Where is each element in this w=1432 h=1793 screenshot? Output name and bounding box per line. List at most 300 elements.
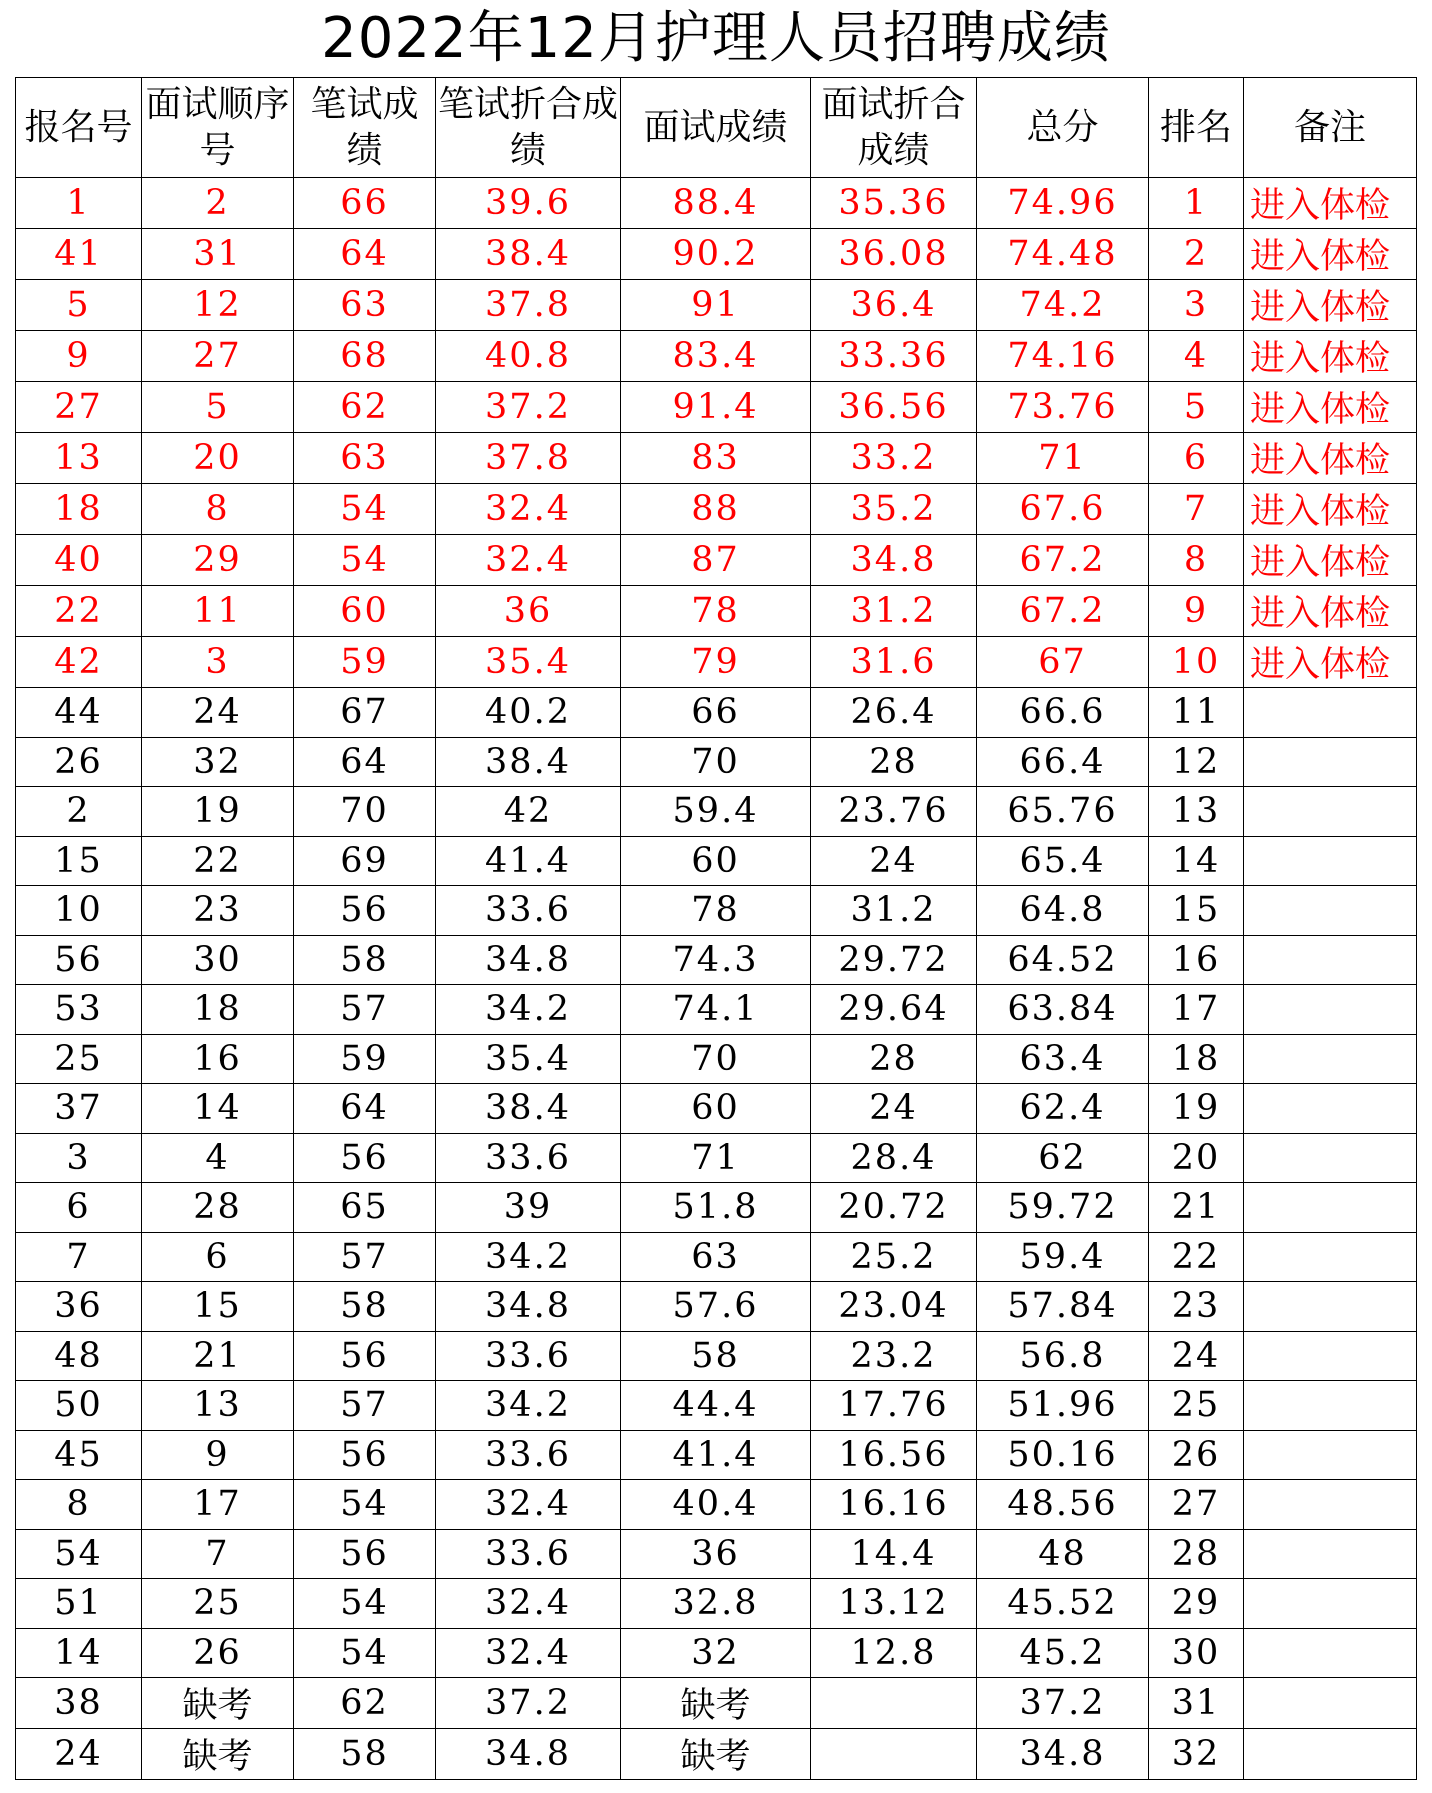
cell-remarks [1244, 1430, 1417, 1480]
table-row [16, 886, 1417, 936]
table-row [16, 1282, 1417, 1332]
cell-written-weighted: 38.4 [436, 229, 621, 280]
cell-interview-order: 14 [142, 1084, 294, 1134]
cell-interview-weighted: 33.36 [811, 331, 977, 382]
cell-rank: 27 [1149, 1480, 1244, 1530]
table-row [16, 1084, 1417, 1134]
cell-written-weighted: 35.4 [436, 1034, 621, 1084]
cell-rank: 17 [1149, 985, 1244, 1035]
cell-written-score: 64 [294, 737, 436, 787]
cell-written-score: 69 [294, 836, 436, 886]
cell-registration-no: 45 [16, 1430, 142, 1480]
cell-remarks: 进入体检 [1244, 280, 1417, 331]
cell-written-weighted: 38.4 [436, 1084, 621, 1134]
table-row [16, 484, 1417, 535]
table-row [16, 1331, 1417, 1381]
cell-written-score: 68 [294, 331, 436, 382]
cell-remarks [1244, 1034, 1417, 1084]
cell-written-weighted: 32.4 [436, 1579, 621, 1629]
cell-interview-order: 16 [142, 1034, 294, 1084]
cell-interview-weighted: 20.72 [811, 1183, 977, 1233]
table-row [16, 836, 1417, 886]
cell-total: 45.2 [977, 1628, 1149, 1678]
cell-total: 64.8 [977, 886, 1149, 936]
cell-interview-weighted: 29.64 [811, 985, 977, 1035]
cell-total: 73.76 [977, 382, 1149, 433]
cell-total: 56.8 [977, 1331, 1149, 1381]
cell-interview-score: 79 [621, 637, 811, 688]
cell-interview-weighted: 23.76 [811, 787, 977, 837]
cell-interview-weighted: 36.08 [811, 229, 977, 280]
cell-total: 45.52 [977, 1579, 1149, 1629]
cell-interview-weighted: 26.4 [811, 688, 977, 738]
cell-interview-score: 71 [621, 1133, 811, 1183]
table-row [16, 331, 1417, 382]
cell-written-score: 54 [294, 1628, 436, 1678]
cell-rank: 9 [1149, 586, 1244, 637]
cell-interview-weighted: 31.2 [811, 886, 977, 936]
cell-total: 67 [977, 637, 1149, 688]
cell-written-score: 56 [294, 1331, 436, 1381]
cell-interview-order: 5 [142, 382, 294, 433]
cell-interview-score: 88.4 [621, 178, 811, 229]
cell-interview-weighted: 31.2 [811, 586, 977, 637]
cell-interview-order: 15 [142, 1282, 294, 1332]
cell-interview-score: 57.6 [621, 1282, 811, 1332]
cell-written-weighted: 37.8 [436, 433, 621, 484]
cell-total: 74.48 [977, 229, 1149, 280]
cell-total: 50.16 [977, 1430, 1149, 1480]
cell-interview-weighted: 36.56 [811, 382, 977, 433]
cell-interview-score: 88 [621, 484, 811, 535]
cell-written-score: 58 [294, 1729, 436, 1780]
cell-interview-order: 32 [142, 737, 294, 787]
cell-registration-no: 50 [16, 1381, 142, 1431]
cell-interview-weighted: 16.56 [811, 1430, 977, 1480]
table-row [16, 1133, 1417, 1183]
cell-written-weighted: 37.2 [436, 382, 621, 433]
cell-remarks: 进入体检 [1244, 637, 1417, 688]
cell-written-weighted: 34.2 [436, 1232, 621, 1282]
cell-interview-weighted: 24 [811, 836, 977, 886]
table-row [16, 1232, 1417, 1282]
cell-interview-weighted: 28 [811, 1034, 977, 1084]
cell-interview-score: 32.8 [621, 1579, 811, 1629]
cell-interview-score: 44.4 [621, 1381, 811, 1431]
cell-interview-order: 31 [142, 229, 294, 280]
cell-total: 59.4 [977, 1232, 1149, 1282]
table-row [16, 1678, 1417, 1729]
cell-registration-no: 42 [16, 637, 142, 688]
cell-interview-weighted: 17.76 [811, 1381, 977, 1431]
cell-interview-score: 缺考 [621, 1729, 811, 1780]
cell-written-weighted: 34.2 [436, 1381, 621, 1431]
cell-interview-weighted: 13.12 [811, 1579, 977, 1629]
cell-remarks [1244, 1084, 1417, 1134]
cell-interview-score: 90.2 [621, 229, 811, 280]
cell-registration-no: 37 [16, 1084, 142, 1134]
cell-interview-order: 12 [142, 280, 294, 331]
cell-written-weighted: 32.4 [436, 535, 621, 586]
cell-interview-order: 缺考 [142, 1678, 294, 1729]
cell-registration-no: 38 [16, 1678, 142, 1729]
cell-interview-order: 27 [142, 331, 294, 382]
table-row [16, 1579, 1417, 1629]
table-row [16, 535, 1417, 586]
table-body [16, 178, 1417, 1780]
header-row [16, 78, 1417, 178]
cell-interview-weighted: 23.2 [811, 1331, 977, 1381]
cell-interview-weighted: 31.6 [811, 637, 977, 688]
cell-remarks [1244, 1183, 1417, 1233]
score-table [15, 77, 1417, 1780]
cell-total: 71 [977, 433, 1149, 484]
cell-interview-weighted: 35.36 [811, 178, 977, 229]
cell-written-score: 63 [294, 433, 436, 484]
cell-total: 65.4 [977, 836, 1149, 886]
cell-remarks: 进入体检 [1244, 433, 1417, 484]
col-header-written-score: 笔试成绩 [294, 78, 436, 178]
cell-written-score: 62 [294, 1678, 436, 1729]
cell-written-score: 54 [294, 535, 436, 586]
cell-rank: 24 [1149, 1331, 1244, 1381]
table-row [16, 229, 1417, 280]
cell-written-weighted: 37.2 [436, 1678, 621, 1729]
col-header-interview-score: 面试成绩 [621, 78, 811, 178]
cell-interview-score: 60 [621, 836, 811, 886]
cell-rank: 20 [1149, 1133, 1244, 1183]
table-row [16, 1183, 1417, 1233]
cell-remarks: 进入体检 [1244, 586, 1417, 637]
cell-remarks [1244, 935, 1417, 985]
cell-rank: 32 [1149, 1729, 1244, 1780]
cell-registration-no: 26 [16, 737, 142, 787]
cell-interview-order: 28 [142, 1183, 294, 1233]
cell-remarks [1244, 1480, 1417, 1530]
cell-registration-no: 22 [16, 586, 142, 637]
col-header-written-weighted: 笔试折合成绩 [436, 78, 621, 178]
cell-remarks [1244, 1579, 1417, 1629]
cell-written-weighted: 32.4 [436, 1628, 621, 1678]
cell-remarks [1244, 688, 1417, 738]
cell-registration-no: 36 [16, 1282, 142, 1332]
cell-interview-order: 17 [142, 1480, 294, 1530]
cell-interview-score: 58 [621, 1331, 811, 1381]
cell-written-weighted: 42 [436, 787, 621, 837]
table-row [16, 1529, 1417, 1579]
cell-interview-score: 60 [621, 1084, 811, 1134]
cell-interview-order: 19 [142, 787, 294, 837]
cell-interview-weighted: 12.8 [811, 1628, 977, 1678]
cell-interview-weighted: 36.4 [811, 280, 977, 331]
table-row [16, 1480, 1417, 1530]
cell-interview-score: 74.1 [621, 985, 811, 1035]
cell-written-weighted: 40.8 [436, 331, 621, 382]
cell-remarks: 进入体检 [1244, 331, 1417, 382]
cell-interview-score: 78 [621, 586, 811, 637]
cell-interview-score: 66 [621, 688, 811, 738]
cell-registration-no: 14 [16, 1628, 142, 1678]
table-row [16, 178, 1417, 229]
cell-interview-score: 83.4 [621, 331, 811, 382]
col-header-total: 总分 [977, 78, 1149, 178]
cell-rank: 19 [1149, 1084, 1244, 1134]
cell-registration-no: 8 [16, 1480, 142, 1530]
cell-interview-weighted: 35.2 [811, 484, 977, 535]
cell-rank: 7 [1149, 484, 1244, 535]
cell-interview-score: 78 [621, 886, 811, 936]
cell-registration-no: 48 [16, 1331, 142, 1381]
cell-rank: 23 [1149, 1282, 1244, 1332]
cell-interview-order: 22 [142, 836, 294, 886]
table-row [16, 787, 1417, 837]
cell-written-score: 58 [294, 935, 436, 985]
cell-interview-order: 缺考 [142, 1729, 294, 1780]
cell-written-weighted: 33.6 [436, 1529, 621, 1579]
table-row [16, 1628, 1417, 1678]
cell-written-weighted: 34.8 [436, 1729, 621, 1780]
cell-rank: 30 [1149, 1628, 1244, 1678]
cell-remarks [1244, 1729, 1417, 1780]
cell-rank: 1 [1149, 178, 1244, 229]
cell-registration-no: 5 [16, 280, 142, 331]
cell-written-weighted: 33.6 [436, 1133, 621, 1183]
table-row [16, 280, 1417, 331]
cell-interview-order: 23 [142, 886, 294, 936]
cell-interview-weighted: 33.2 [811, 433, 977, 484]
cell-total: 51.96 [977, 1381, 1149, 1431]
cell-registration-no: 24 [16, 1729, 142, 1780]
cell-written-score: 70 [294, 787, 436, 837]
cell-total: 67.6 [977, 484, 1149, 535]
cell-total: 48.56 [977, 1480, 1149, 1530]
cell-remarks [1244, 787, 1417, 837]
cell-interview-score: 36 [621, 1529, 811, 1579]
cell-interview-order: 20 [142, 433, 294, 484]
cell-rank: 11 [1149, 688, 1244, 738]
cell-rank: 8 [1149, 535, 1244, 586]
cell-remarks [1244, 1529, 1417, 1579]
cell-remarks: 进入体检 [1244, 229, 1417, 280]
cell-total: 65.76 [977, 787, 1149, 837]
cell-written-weighted: 36 [436, 586, 621, 637]
cell-registration-no: 40 [16, 535, 142, 586]
cell-interview-order: 2 [142, 178, 294, 229]
table-row [16, 1430, 1417, 1480]
cell-total: 59.72 [977, 1183, 1149, 1233]
cell-remarks [1244, 1381, 1417, 1431]
cell-interview-score: 41.4 [621, 1430, 811, 1480]
cell-interview-weighted [811, 1729, 977, 1780]
cell-rank: 4 [1149, 331, 1244, 382]
cell-written-score: 56 [294, 1133, 436, 1183]
cell-interview-weighted [811, 1678, 977, 1729]
cell-total: 74.96 [977, 178, 1149, 229]
cell-remarks [1244, 1331, 1417, 1381]
cell-rank: 10 [1149, 637, 1244, 688]
cell-remarks [1244, 886, 1417, 936]
table-row [16, 1381, 1417, 1431]
cell-remarks [1244, 1133, 1417, 1183]
cell-interview-order: 24 [142, 688, 294, 738]
cell-registration-no: 54 [16, 1529, 142, 1579]
table-row [16, 637, 1417, 688]
cell-total: 67.2 [977, 535, 1149, 586]
cell-interview-score: 70 [621, 737, 811, 787]
cell-written-weighted: 35.4 [436, 637, 621, 688]
cell-rank: 29 [1149, 1579, 1244, 1629]
cell-interview-score: 91 [621, 280, 811, 331]
cell-written-score: 57 [294, 985, 436, 1035]
cell-interview-score: 缺考 [621, 1678, 811, 1729]
cell-written-weighted: 34.8 [436, 1282, 621, 1332]
cell-interview-weighted: 25.2 [811, 1232, 977, 1282]
cell-registration-no: 1 [16, 178, 142, 229]
cell-rank: 15 [1149, 886, 1244, 936]
cell-remarks [1244, 1628, 1417, 1678]
col-header-registration-no: 报名号 [16, 78, 142, 178]
cell-interview-order: 9 [142, 1430, 294, 1480]
cell-interview-order: 13 [142, 1381, 294, 1431]
table-row [16, 737, 1417, 787]
cell-interview-weighted: 34.8 [811, 535, 977, 586]
cell-rank: 13 [1149, 787, 1244, 837]
cell-rank: 16 [1149, 935, 1244, 985]
cell-interview-order: 30 [142, 935, 294, 985]
cell-written-score: 65 [294, 1183, 436, 1233]
cell-remarks: 进入体检 [1244, 484, 1417, 535]
cell-registration-no: 15 [16, 836, 142, 886]
cell-written-score: 56 [294, 1529, 436, 1579]
cell-total: 37.2 [977, 1678, 1149, 1729]
cell-written-score: 59 [294, 637, 436, 688]
cell-interview-order: 4 [142, 1133, 294, 1183]
cell-interview-score: 91.4 [621, 382, 811, 433]
cell-interview-order: 21 [142, 1331, 294, 1381]
cell-interview-order: 29 [142, 535, 294, 586]
cell-interview-score: 40.4 [621, 1480, 811, 1530]
cell-registration-no: 13 [16, 433, 142, 484]
cell-remarks [1244, 1282, 1417, 1332]
cell-written-score: 57 [294, 1232, 436, 1282]
page-title: 2022年12月护理人员招聘成绩 [321, 6, 1111, 71]
cell-interview-order: 11 [142, 586, 294, 637]
cell-written-score: 66 [294, 178, 436, 229]
cell-registration-no: 44 [16, 688, 142, 738]
cell-interview-order: 3 [142, 637, 294, 688]
cell-total: 62 [977, 1133, 1149, 1183]
cell-interview-score: 59.4 [621, 787, 811, 837]
cell-interview-score: 74.3 [621, 935, 811, 985]
cell-written-score: 64 [294, 1084, 436, 1134]
cell-interview-score: 63 [621, 1232, 811, 1282]
cell-written-weighted: 38.4 [436, 737, 621, 787]
cell-total: 57.84 [977, 1282, 1149, 1332]
cell-rank: 5 [1149, 382, 1244, 433]
cell-interview-weighted: 28.4 [811, 1133, 977, 1183]
cell-rank: 2 [1149, 229, 1244, 280]
cell-registration-no: 25 [16, 1034, 142, 1084]
table-row [16, 433, 1417, 484]
cell-written-score: 67 [294, 688, 436, 738]
cell-written-weighted: 32.4 [436, 484, 621, 535]
cell-written-weighted: 33.6 [436, 886, 621, 936]
table-row [16, 1034, 1417, 1084]
table-row [16, 1729, 1417, 1780]
cell-written-score: 56 [294, 886, 436, 936]
cell-written-weighted: 34.8 [436, 935, 621, 985]
cell-total: 63.4 [977, 1034, 1149, 1084]
table-row [16, 935, 1417, 985]
cell-total: 34.8 [977, 1729, 1149, 1780]
cell-remarks [1244, 737, 1417, 787]
col-header-interview-weighted: 面试折合成绩 [811, 78, 977, 178]
cell-written-weighted: 33.6 [436, 1331, 621, 1381]
cell-interview-weighted: 28 [811, 737, 977, 787]
cell-written-weighted: 34.2 [436, 985, 621, 1035]
cell-registration-no: 9 [16, 331, 142, 382]
cell-rank: 3 [1149, 280, 1244, 331]
cell-written-score: 54 [294, 484, 436, 535]
cell-total: 66.6 [977, 688, 1149, 738]
cell-interview-weighted: 24 [811, 1084, 977, 1134]
cell-written-score: 60 [294, 586, 436, 637]
cell-total: 62.4 [977, 1084, 1149, 1134]
cell-total: 66.4 [977, 737, 1149, 787]
cell-registration-no: 7 [16, 1232, 142, 1282]
cell-total: 48 [977, 1529, 1149, 1579]
cell-interview-order: 8 [142, 484, 294, 535]
cell-remarks [1244, 1232, 1417, 1282]
cell-total: 74.2 [977, 280, 1149, 331]
cell-rank: 28 [1149, 1529, 1244, 1579]
cell-total: 67.2 [977, 586, 1149, 637]
cell-interview-score: 32 [621, 1628, 811, 1678]
cell-written-score: 54 [294, 1579, 436, 1629]
cell-rank: 25 [1149, 1381, 1244, 1431]
cell-interview-weighted: 16.16 [811, 1480, 977, 1530]
cell-rank: 22 [1149, 1232, 1244, 1282]
cell-interview-order: 25 [142, 1579, 294, 1629]
cell-written-score: 64 [294, 229, 436, 280]
cell-written-weighted: 32.4 [436, 1480, 621, 1530]
cell-written-score: 57 [294, 1381, 436, 1431]
col-header-interview-order: 面试顺序号 [142, 78, 294, 178]
cell-written-weighted: 39.6 [436, 178, 621, 229]
cell-remarks: 进入体检 [1244, 535, 1417, 586]
cell-interview-weighted: 29.72 [811, 935, 977, 985]
cell-registration-no: 6 [16, 1183, 142, 1233]
cell-rank: 18 [1149, 1034, 1244, 1084]
cell-rank: 21 [1149, 1183, 1244, 1233]
cell-remarks: 进入体检 [1244, 178, 1417, 229]
table-row [16, 688, 1417, 738]
cell-registration-no: 41 [16, 229, 142, 280]
cell-registration-no: 18 [16, 484, 142, 535]
cell-interview-weighted: 14.4 [811, 1529, 977, 1579]
cell-remarks [1244, 1678, 1417, 1729]
cell-rank: 31 [1149, 1678, 1244, 1729]
table-row [16, 586, 1417, 637]
cell-rank: 26 [1149, 1430, 1244, 1480]
cell-written-weighted: 40.2 [436, 688, 621, 738]
cell-registration-no: 51 [16, 1579, 142, 1629]
cell-written-score: 58 [294, 1282, 436, 1332]
cell-interview-order: 7 [142, 1529, 294, 1579]
cell-interview-order: 26 [142, 1628, 294, 1678]
cell-registration-no: 10 [16, 886, 142, 936]
cell-interview-score: 70 [621, 1034, 811, 1084]
